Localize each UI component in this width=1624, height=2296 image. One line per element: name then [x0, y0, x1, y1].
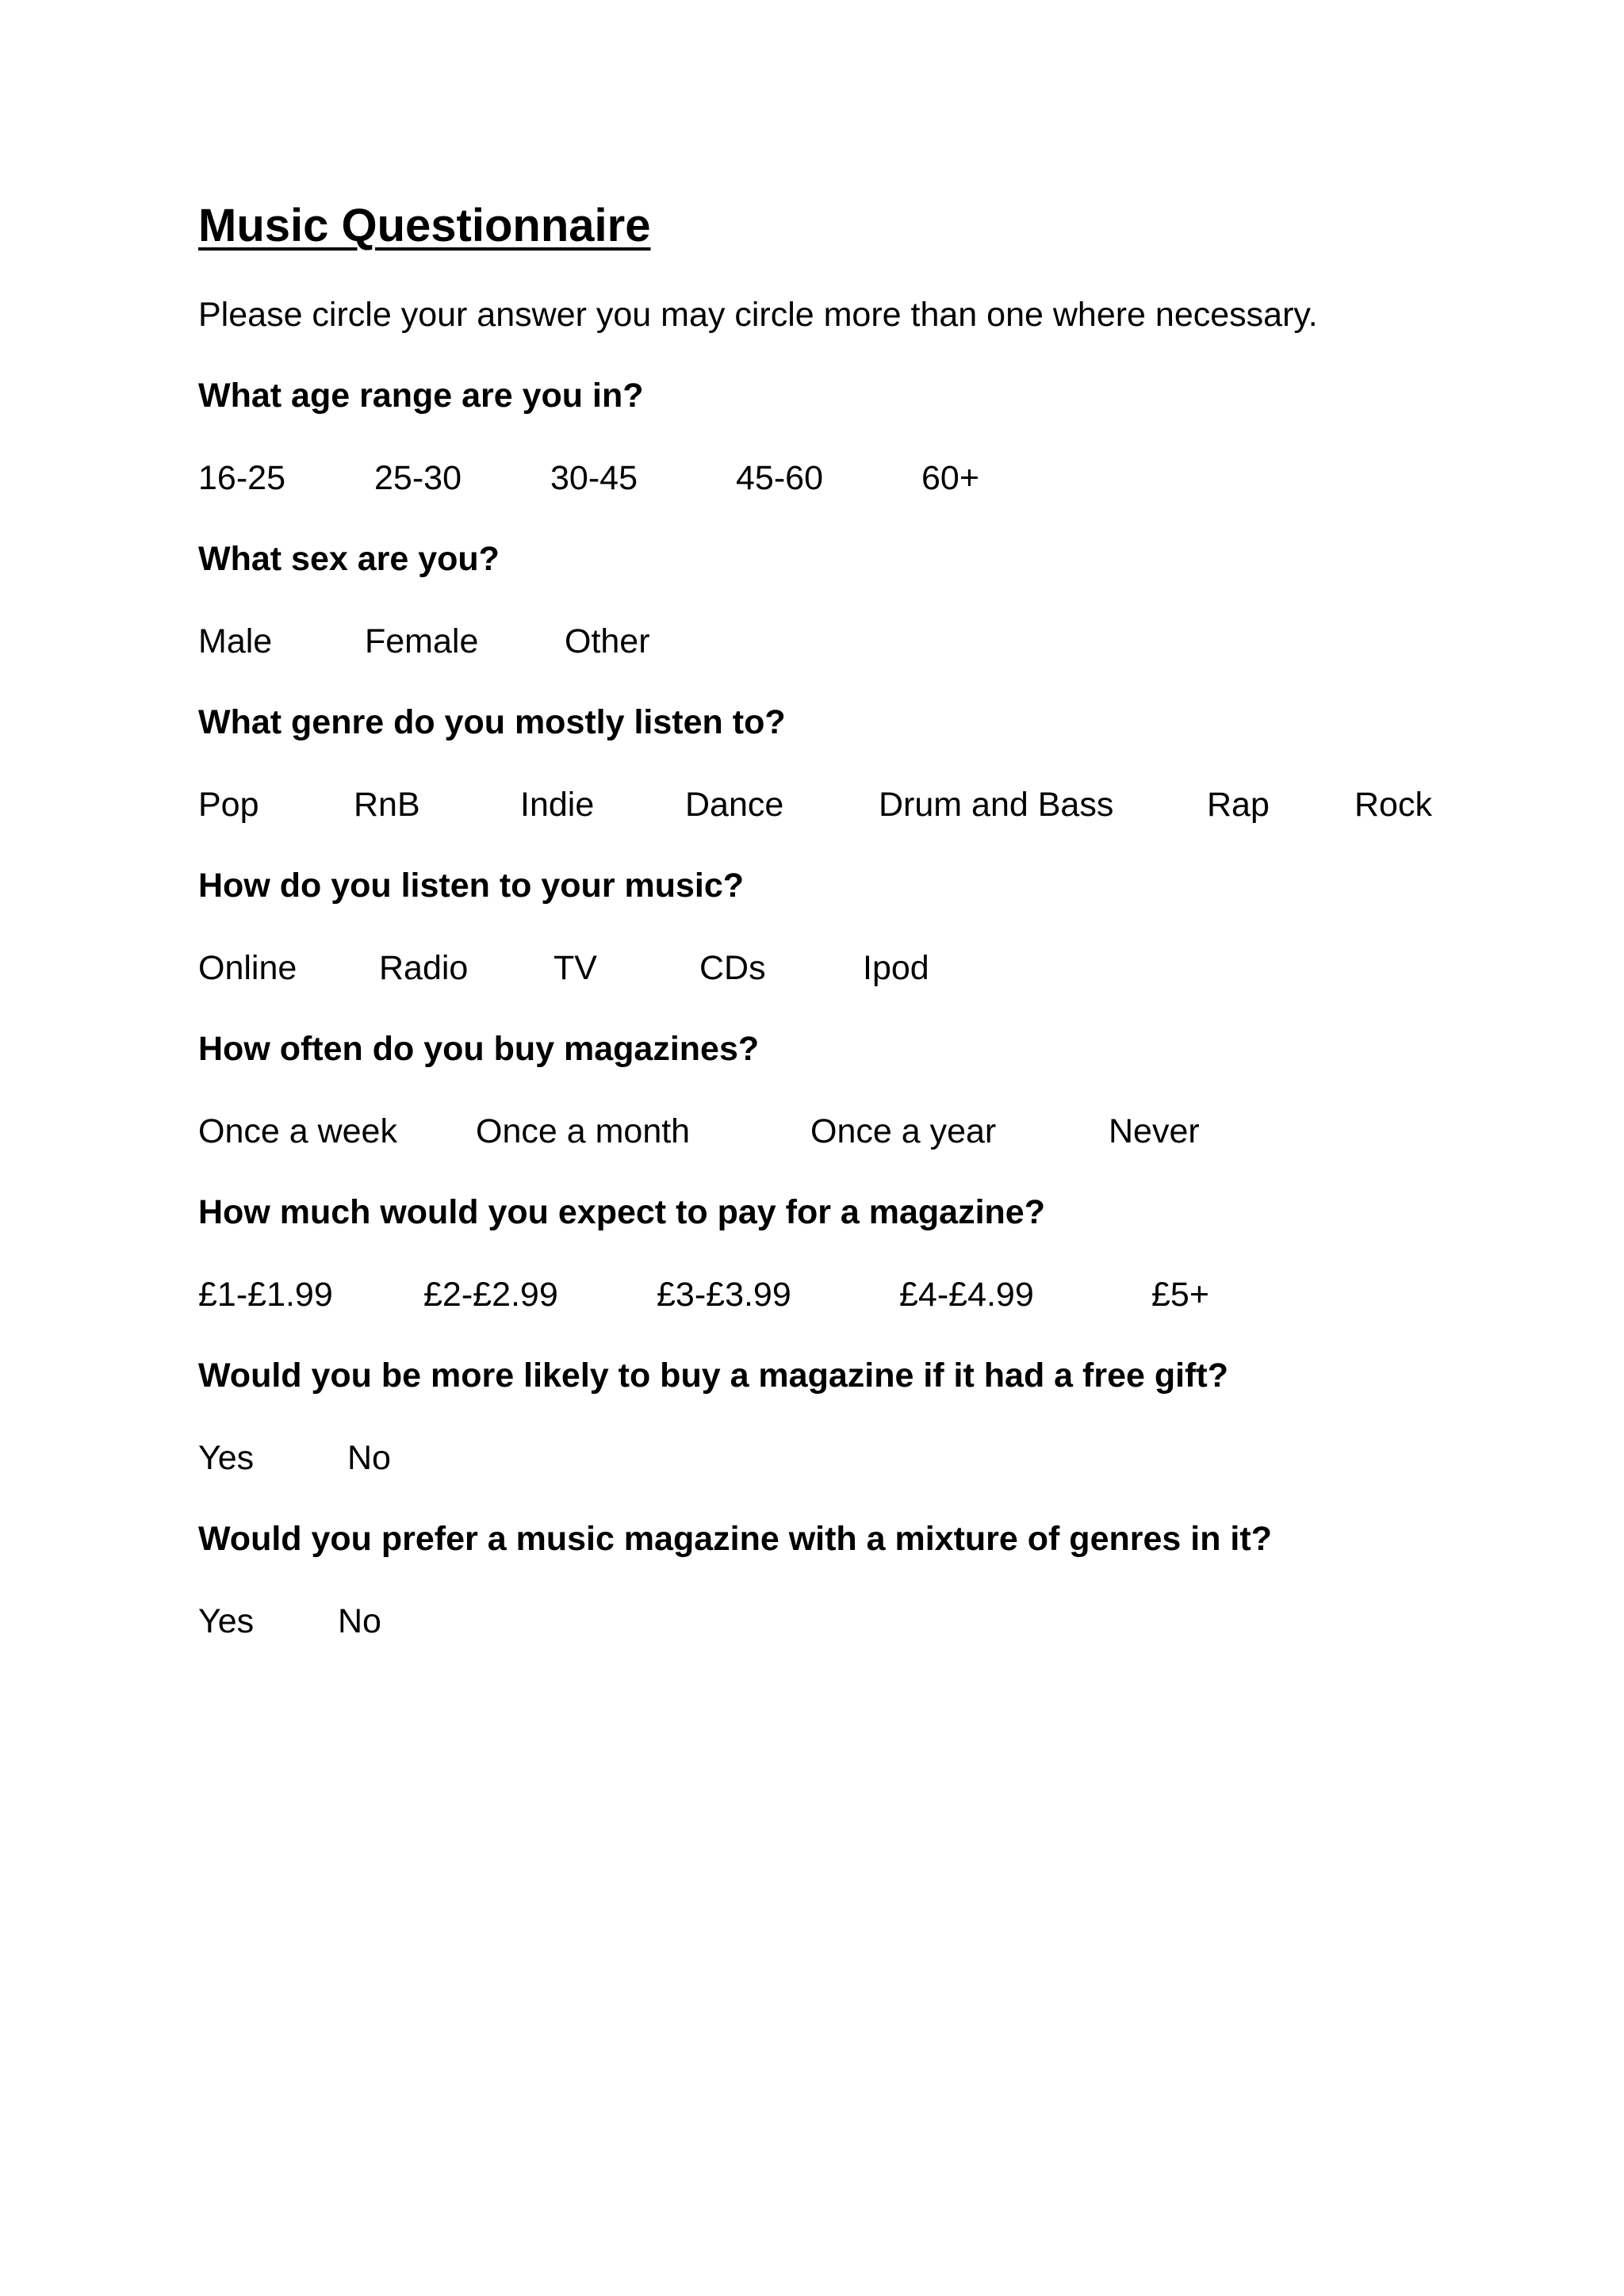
option-freq-year[interactable]: Once a year: [810, 1112, 997, 1150]
page-title: Music Questionnaire: [198, 200, 651, 251]
option-price-2[interactable]: £2-£2.99: [423, 1276, 558, 1314]
question-magazine-price: How much would you expect to pay for a magazine?: [198, 1193, 1045, 1231]
option-age-60-plus[interactable]: 60+: [921, 459, 979, 497]
options-free-gift: [0, 1438, 1624, 1486]
question-sex: What sex are you?: [198, 540, 500, 578]
option-genre-drum-and-bass[interactable]: Drum and Bass: [879, 786, 1114, 824]
question-free-gift: Would you be more likely to buy a magazine if it had a free gift?: [198, 1357, 1228, 1395]
option-sex-male[interactable]: Male: [198, 622, 273, 660]
option-freq-never[interactable]: Never: [1109, 1112, 1200, 1150]
option-sex-other[interactable]: Other: [565, 622, 650, 660]
options-magazine-price: [0, 1275, 1624, 1322]
option-gift-no[interactable]: No: [347, 1439, 391, 1477]
option-listen-ipod[interactable]: Ipod: [863, 949, 929, 987]
question-genre-mixture: Would you prefer a music magazine with a mixture of genres in it?: [198, 1520, 1272, 1558]
option-listen-radio[interactable]: Radio: [379, 949, 469, 987]
options-genre-mixture: [0, 1601, 1624, 1649]
option-listen-cds[interactable]: CDs: [699, 949, 766, 987]
question-age: What age range are you in?: [198, 377, 644, 415]
question-magazine-frequency: How often do you buy magazines?: [198, 1030, 760, 1068]
option-genre-rnb[interactable]: RnB: [354, 786, 420, 824]
option-listen-online[interactable]: Online: [198, 949, 297, 987]
option-freq-month[interactable]: Once a month: [476, 1112, 691, 1150]
option-price-3[interactable]: £3-£3.99: [657, 1276, 791, 1314]
option-age-45-60[interactable]: 45-60: [736, 459, 823, 497]
option-genre-rock[interactable]: Rock: [1354, 786, 1432, 824]
option-genre-pop[interactable]: Pop: [198, 786, 259, 824]
options-magazine-frequency: [0, 1112, 1624, 1159]
option-mixture-no[interactable]: No: [338, 1602, 381, 1640]
option-listen-tv[interactable]: TV: [553, 949, 597, 987]
options-age: [0, 458, 1624, 506]
option-mixture-yes[interactable]: Yes: [198, 1602, 255, 1640]
question-genre: What genre do you mostly listen to?: [198, 703, 786, 741]
option-price-5-plus[interactable]: £5+: [1151, 1276, 1209, 1314]
option-age-25-30[interactable]: 25-30: [374, 459, 462, 497]
options-listen-method: [0, 948, 1624, 996]
option-freq-week[interactable]: Once a week: [198, 1112, 397, 1150]
option-price-4[interactable]: £4-£4.99: [899, 1276, 1034, 1314]
option-price-1[interactable]: £1-£1.99: [198, 1276, 333, 1314]
option-age-30-45[interactable]: 30-45: [550, 459, 638, 497]
option-genre-indie[interactable]: Indie: [520, 786, 595, 824]
question-listen-method: How do you listen to your music?: [198, 867, 745, 905]
option-genre-dance[interactable]: Dance: [685, 786, 784, 824]
option-gift-yes[interactable]: Yes: [198, 1439, 255, 1477]
option-age-16-25[interactable]: 16-25: [198, 459, 285, 497]
options-sex: [0, 622, 1624, 669]
option-sex-female[interactable]: Female: [365, 622, 479, 660]
option-genre-rap[interactable]: Rap: [1207, 786, 1270, 824]
instructions: Please circle your answer you may circle more than one where necessary.: [198, 296, 1318, 334]
options-genre: [0, 785, 1624, 832]
